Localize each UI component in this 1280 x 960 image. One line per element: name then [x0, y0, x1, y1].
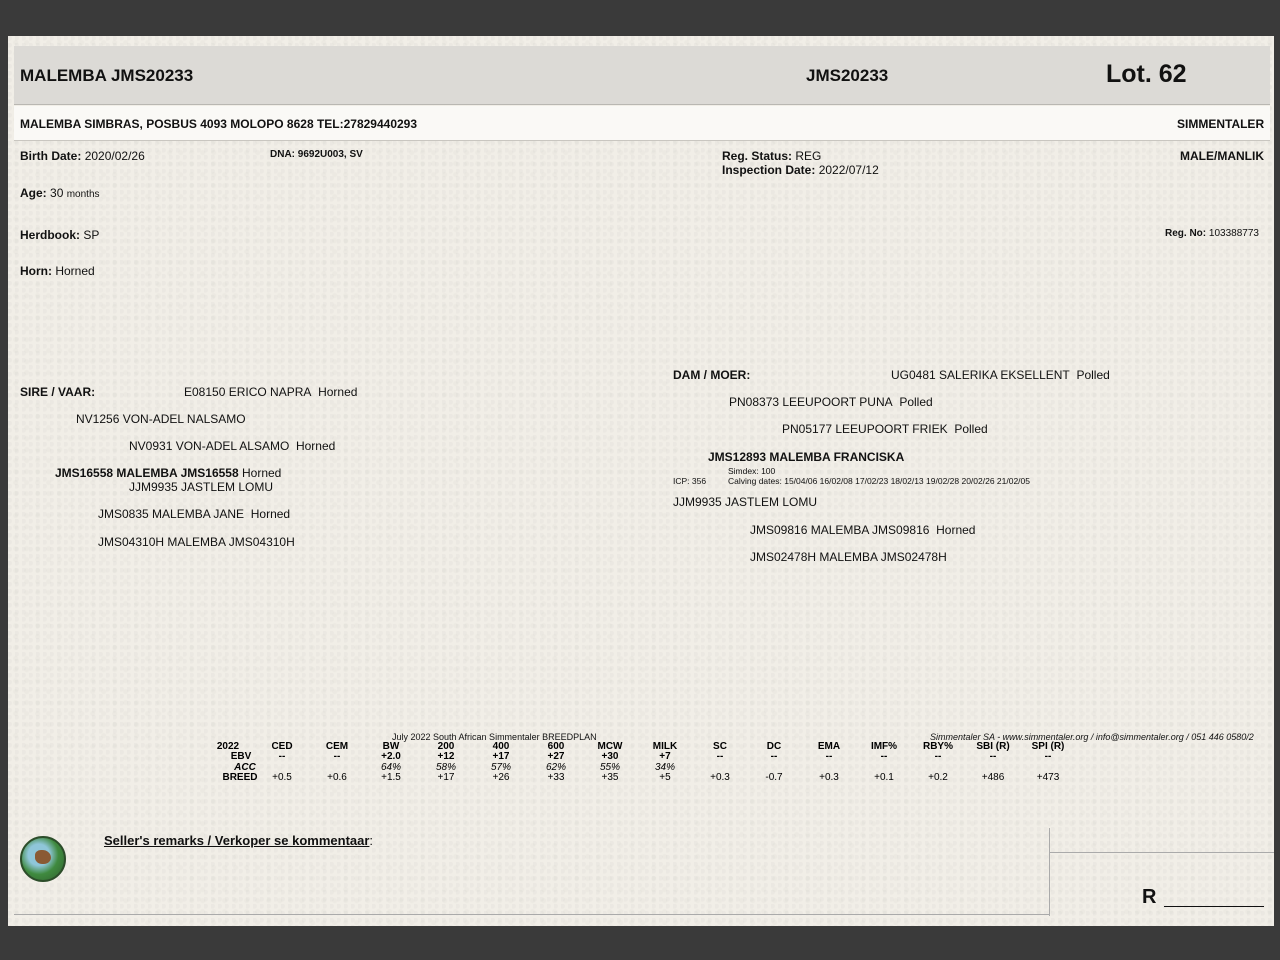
age: [20, 186, 100, 200]
simmentaler-sa-logo-icon: [20, 836, 66, 882]
dam-sire-poll: Polled: [899, 395, 933, 409]
ebv-breed-avg-10: +0.3: [819, 772, 839, 783]
dam-sire-text: PN08373 LEEUPOORT PUNA: [729, 395, 893, 409]
price-box-divider: [1049, 852, 1274, 853]
ebv-breed-avg-3: +17: [437, 772, 455, 783]
ebv-value-4: +17: [492, 751, 510, 762]
ebv-header-7: MILK: [652, 741, 678, 752]
sire-horn: Horned: [318, 385, 358, 399]
ebv-breed-avg-11: +0.1: [874, 772, 894, 783]
ebv-acc-6: 55%: [599, 762, 620, 773]
dam-sire-sire-text: PN05177 LEEUPOORT FRIEK: [782, 422, 948, 436]
ebv-value-5: +27: [547, 751, 565, 762]
sellers-remarks-colon: :: [369, 833, 374, 848]
ebv-header-1: CEM: [325, 741, 349, 752]
sire-name: [184, 385, 357, 399]
dam-sire-sire: [782, 422, 988, 436]
breeder-address: MALEMBA SIMBRAS, POSBUS 4093 MOLOPO 8628 TEL:27829440293: [20, 117, 418, 131]
sellers-remarks: [104, 833, 373, 848]
sire-dam-dam-horn: Horned: [250, 507, 291, 521]
sire-dam-horn: Horned: [241, 466, 282, 480]
dam-sire: [729, 395, 933, 409]
herdbook-label: Herdbook:: [20, 228, 80, 242]
sire-sire-sire: [129, 439, 335, 453]
dam-dam-dam-text: JMS09816 MALEMBA JMS09816: [750, 523, 930, 537]
age-label: Age:: [20, 186, 47, 200]
animal-name: MALEMBA JMS20233: [20, 66, 194, 85]
ebv-header-2: BW: [382, 741, 400, 752]
ebv-breed-avg-9: -0.7: [765, 772, 783, 783]
ebv-header-11: IMF%: [870, 741, 898, 752]
ebv-acc-4: 57%: [490, 762, 511, 773]
sellers-remarks-label: Seller's remarks / Verkoper se kommentaar: [104, 833, 370, 848]
reg-no: [1165, 228, 1259, 239]
auction-lot-sheet: [8, 36, 1274, 926]
age-unit: months: [66, 189, 100, 200]
ebv-value-10: --: [825, 751, 833, 762]
sire-dam-sire: JJM9935 JASTLEM LOMU: [129, 480, 274, 494]
ebv-value-0: --: [278, 751, 286, 762]
inspection-date: [722, 163, 879, 177]
dam-dam-sire: JJM9935 JASTLEM LOMU: [673, 495, 818, 509]
ebv-breed-avg-7: +5: [659, 772, 671, 783]
dam-poll: Polled: [1076, 368, 1110, 382]
sire-dam-name: JMS16558 MALEMBA JMS16558: [55, 466, 239, 480]
dam-dam-dam-dam: JMS02478H MALEMBA JMS02478H: [750, 550, 947, 564]
dam-sire-sire-poll: Polled: [954, 422, 988, 436]
ebv-breed-avg-4: +26: [492, 772, 510, 783]
reg-status-value: REG: [795, 149, 822, 163]
sire-dam-dam-dam: JMS04310H MALEMBA JMS04310H: [98, 535, 295, 549]
ebv-value-2: +2.0: [381, 751, 401, 762]
acc-row-label: ACC: [234, 762, 256, 773]
sex: MALE/MANLIK: [1180, 149, 1264, 163]
birth-date-label: Birth Date:: [20, 149, 82, 163]
sire-sire: NV1256 VON-ADEL NALSAMO: [76, 412, 246, 426]
ebv-header-4: 400: [492, 741, 510, 752]
simdex: Simdex: 100: [728, 466, 776, 476]
ebv-header-0: CED: [271, 741, 293, 752]
ebv-header-6: MCW: [597, 741, 623, 752]
dam-dam: JMS12893 MALEMBA FRANCISKA: [708, 450, 905, 464]
dna-info: DNA: 9692U003, SV: [270, 149, 363, 160]
breedplan-contact: Simmentaler SA - www.simmentaler.org / info@simmentaler.org / 051 446 0580/2: [930, 732, 1254, 742]
sire-name-text: E08150 ERICO NAPRA: [184, 385, 312, 399]
ebv-breed-avg-12: +0.2: [928, 772, 948, 783]
sire-label: SIRE / VAAR:: [20, 385, 96, 399]
ebv-acc-2: 64%: [380, 762, 401, 773]
ebv-header-14: SPI (R): [1031, 741, 1065, 752]
ebv-header-3: 200: [437, 741, 455, 752]
ebv-breed-avg-14: +473: [1036, 772, 1060, 783]
ebv-header-13: SBI (R): [976, 741, 1010, 752]
reg-status: [722, 149, 821, 163]
ebv-header-10: EMA: [817, 741, 841, 752]
ebv-year: 2022: [216, 741, 240, 752]
dam-name: [891, 368, 1110, 382]
birth-date-value: 2020/02/26: [84, 149, 145, 163]
ebv-acc-7: 34%: [654, 762, 675, 773]
sire-dam-dam-text: JMS0835 MALEMBA JANE: [98, 507, 245, 521]
dam-dam-dam-horn: Horned: [936, 523, 976, 537]
price-input-line[interactable]: [1164, 906, 1264, 907]
ebv-breed-avg-6: +35: [601, 772, 619, 783]
ebv-value-14: --: [1044, 751, 1052, 762]
ebv-value-12: --: [934, 751, 942, 762]
ebv-acc-5: 62%: [545, 762, 566, 773]
herdbook-value: SP: [83, 228, 100, 242]
ebv-value-1: --: [333, 751, 341, 762]
ebv-value-13: --: [989, 751, 997, 762]
herdbook: [20, 228, 99, 242]
ebv-header-12: RBY%: [922, 741, 953, 752]
header-band: [14, 46, 1270, 105]
ebv-value-6: +30: [601, 751, 619, 762]
breed-name: SIMMENTALER: [1177, 117, 1265, 131]
dam-label: DAM / MOER:: [673, 368, 751, 382]
ebv-acc-3: 58%: [435, 762, 456, 773]
ebv-header-5: 600: [547, 741, 565, 752]
ebv-breed-avg-13: +486: [981, 772, 1005, 783]
inspection-date-value: 2022/07/12: [818, 163, 879, 177]
dam-name-text: UG0481 SALERIKA EKSELLENT: [891, 368, 1070, 382]
dam-dam-dam: [750, 523, 975, 537]
price-box: [1049, 828, 1275, 916]
ebv-breed-avg-8: +0.3: [710, 772, 730, 783]
ebv-header-8: SC: [713, 741, 727, 752]
reg-no-label: Reg. No:: [1165, 228, 1207, 239]
remarks-bottom-border: [14, 914, 1050, 915]
birth-date: [20, 149, 145, 163]
reg-status-label: Reg. Status:: [722, 149, 793, 163]
inspection-date-label: Inspection Date:: [722, 163, 816, 177]
horn-status: [20, 264, 95, 278]
horn-value: Horned: [55, 264, 95, 278]
ebv-header-9: DC: [766, 741, 782, 752]
age-value: 30: [50, 186, 64, 200]
ebv-value-7: +7: [659, 751, 671, 762]
sire-sire-sire-text: NV0931 VON-ADEL ALSAMO: [129, 439, 290, 453]
price-currency: R: [1142, 886, 1157, 908]
ebv-breed-avg-0: +0.5: [272, 772, 292, 783]
ebv-breed-avg-5: +33: [547, 772, 565, 783]
ebv-breed-avg-1: +0.6: [327, 772, 347, 783]
lot-number: Lot. 62: [1106, 60, 1187, 88]
calving-dates: Calving dates: 15/04/06 16/02/08 17/02/23 18/02/13 19/02/28 20/02/26 21/02/05: [728, 476, 1031, 486]
icp: ICP: 356: [673, 476, 707, 486]
ebv-breed-avg-2: +1.5: [381, 772, 401, 783]
sire-dam: [55, 466, 281, 480]
animal-id: JMS20233: [806, 66, 889, 85]
sire-sire-sire-horn: Horned: [295, 439, 336, 453]
ebv-value-11: --: [880, 751, 888, 762]
breed-row-label: BREED: [222, 772, 258, 783]
horn-label: Horn:: [20, 264, 52, 278]
sire-dam-dam: [98, 507, 290, 521]
ebv-value-3: +12: [437, 751, 455, 762]
ebv-value-8: --: [716, 751, 724, 762]
breedplan-source: July 2022 South African Simmentaler BREEDPLAN: [392, 732, 597, 742]
reg-no-value: 103388773: [1208, 228, 1259, 239]
ebv-value-9: --: [770, 751, 778, 762]
ebv-row-label: EBV: [230, 751, 252, 762]
